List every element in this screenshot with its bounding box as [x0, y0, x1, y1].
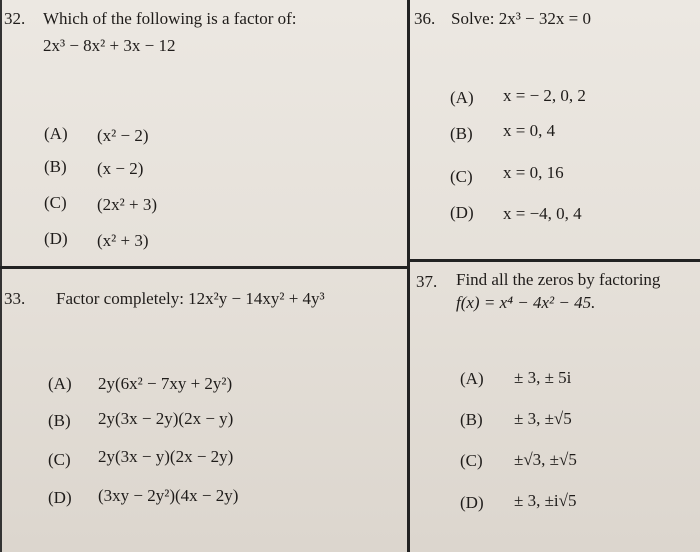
option-d-letter: (D)	[48, 488, 72, 507]
option-a-text: 2y(6x² − 7xy + 2y²)	[98, 374, 233, 393]
option-a-text: (x² − 2)	[97, 126, 149, 145]
option-c-text: 2y(3x − y)(2x − 2y)	[98, 447, 234, 466]
option-a-letter: (A)	[450, 88, 474, 107]
option-d-text: (3xy − 2y²)(4x − 2y)	[98, 486, 239, 505]
option-c-text: (2x² + 3)	[97, 195, 158, 214]
option-a-text: x = − 2, 0, 2	[503, 86, 586, 105]
question-number: 32.	[4, 9, 26, 28]
right-horizontal-divider	[407, 259, 700, 262]
option-c-letter: (C)	[460, 451, 483, 470]
option-b-text: x = 0, 4	[503, 121, 556, 140]
option-b-letter: (B)	[44, 157, 67, 176]
option-b-letter: (B)	[460, 410, 483, 429]
option-b-text: 2y(3x − 2y)(2x − y)	[98, 409, 234, 428]
option-b-letter: (B)	[48, 411, 71, 430]
option-d-letter: (D)	[460, 493, 484, 512]
option-a-letter: (A)	[44, 124, 68, 143]
question-prompt: Find all the zeros by factoring	[456, 270, 661, 289]
option-b-text: (x − 2)	[97, 159, 144, 178]
option-c-letter: (C)	[48, 450, 71, 469]
option-c-letter: (C)	[44, 193, 67, 212]
question-expression: 2x³ − 8x² + 3x − 12	[43, 36, 176, 55]
question-number: 33.	[4, 289, 26, 308]
option-b-letter: (B)	[450, 124, 473, 143]
question-number: 36.	[414, 9, 436, 28]
option-d-letter: (D)	[450, 203, 474, 222]
question-prompt: Which of the following is a factor of:	[43, 9, 297, 28]
question-prompt: Factor completely: 12x²y − 14xy² + 4y³	[56, 289, 325, 308]
question-expression: f(x) = x⁴ − 4x² − 45.	[456, 293, 596, 312]
question-prompt: Solve: 2x³ − 32x = 0	[451, 9, 591, 28]
option-a-letter: (A)	[48, 374, 72, 393]
left-border-line	[0, 0, 2, 552]
option-c-text: x = 0, 16	[503, 163, 564, 182]
question-number: 37.	[416, 272, 438, 291]
left-horizontal-divider	[0, 266, 409, 269]
option-a-letter: (A)	[460, 369, 484, 388]
option-d-text: ± 3, ±i√5	[514, 491, 577, 510]
option-d-text: x = −4, 0, 4	[503, 204, 582, 223]
vertical-divider	[407, 0, 410, 552]
option-c-letter: (C)	[450, 167, 473, 186]
option-b-text: ± 3, ±√5	[514, 409, 572, 428]
option-d-text: (x² + 3)	[97, 231, 149, 250]
option-c-text: ±√3, ±√5	[514, 450, 577, 469]
option-d-letter: (D)	[44, 229, 68, 248]
option-a-text: ± 3, ± 5i	[514, 368, 572, 387]
